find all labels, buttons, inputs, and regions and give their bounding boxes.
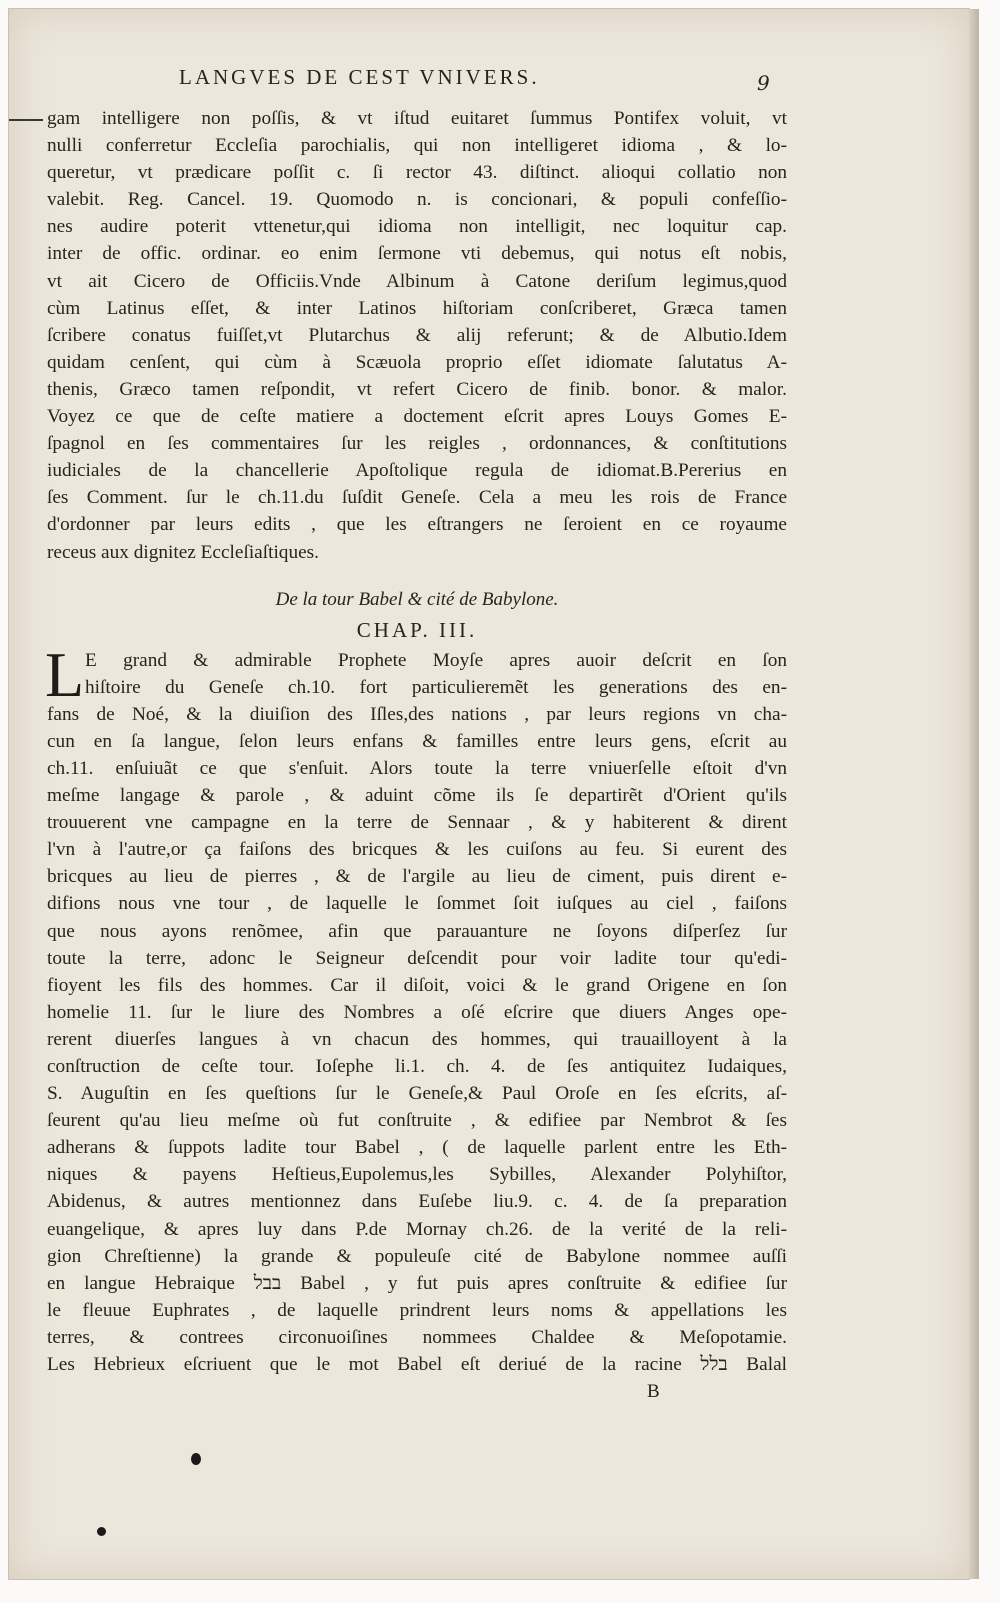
drop-cap: L	[45, 638, 85, 710]
chapter-title: De la tour Babel & cité de Babylone.	[275, 588, 559, 610]
paragraph-1	[47, 105, 787, 566]
text-line: thenis, Græco tamen reſpondit, vt refert Cicero de finib. bonor. & malor.	[47, 378, 787, 400]
ink-spot	[191, 1453, 201, 1465]
page-edge	[969, 9, 979, 1579]
text-line: vt ait Cicero de Officiis.Vnde Albinum à Catone deriſum legimus,quod	[47, 270, 787, 292]
text-line: ſcribere conatus fuiſſet,vt Plutarchus & alij referunt; & de Albutio.Idem	[47, 324, 787, 346]
text-line: nulli conferretur Eccleſia parochialis, qui non intelligeret idioma , & lo-	[47, 135, 787, 157]
page-number: 9	[757, 71, 770, 95]
text-line: fioyent les fils des hommes. Car il diſoit, voici & le grand Origene en ſon	[47, 974, 787, 996]
text-line: rerent diuerſes langues à vn chacun des hommes, qui trauailloyent à la	[47, 1028, 787, 1050]
text-line: en langue Hebraique בבל Babel , y fut puis apres conſtruite & edifiee ſur	[47, 1272, 787, 1294]
text-line: gam intelligere non poſſis, & vt iſtud euitaret ſummus Pontifex voluit, vt	[47, 108, 787, 129]
text-line: ch.11. enſuiuãt ce que s'enſuit. Alors toute la terre vniuerſelle eſtoit d'vn	[47, 757, 787, 779]
text-line: adherans & ſuppots ladite tour Babel , ( de laquelle parlent entre les Eth-	[47, 1137, 787, 1159]
text-line: hiſtoire du Geneſe ch.10. fort particulieremẽt les generations des en-	[85, 676, 787, 698]
text-line: ſes Comment. ſur le ch.11.du ſuſdit Geneſe. Cela a meu les rois de France	[47, 487, 787, 509]
text-line: inter de offic. ordinar. eo enim ſermone vti debemus, qui notus eſt nobis,	[47, 243, 787, 265]
text-line: E grand & admirable Prophete Moyſe apres auoir deſcrit en ſon	[85, 649, 787, 671]
text-line: Voyez ce que de ceſte matiere a doctement eſcrit apres Louys Gomes E-	[47, 406, 787, 428]
text-line: quidam cenſent, qui cùm à Scæuola proprio eſſet idiomate ſalutatus A-	[47, 351, 787, 373]
text-line: euangelique, & apres luy dans P.de Mornay ch.26. de la verité de la reli-	[47, 1218, 787, 1240]
text-line: nes audire poterit vttenetur,qui idioma non intelligit, nec loquitur cap.	[47, 216, 787, 238]
chapter-number: CHAP. III.	[356, 617, 478, 642]
text-line: conſtruction de ceſte tour. Ioſephe li.1. ch. 4. de ſes antiquitez Iudaiques,	[47, 1056, 787, 1077]
text-line: iudiciales de la chancellerie Apoſtolique regula de idiomat.B.Pererius en	[47, 460, 787, 482]
text-line: S. Auguſtin en ſes queſtions ſur le Geneſe,& Paul Oroſe en ſes eſcrits, aſ-	[47, 1083, 787, 1105]
text-line: Abidenus, & autres mentionnez dans Euſebe liu.9. c. 4. de ſa preparation	[47, 1191, 787, 1213]
text-line: bricques au lieu de pierres , & de l'argile au lieu de ciment, puis dirent e-	[47, 866, 787, 888]
text-line: trouuerent vne campagne en la terre de Sennaar , & y habiterent & dirent	[47, 812, 787, 834]
paragraph-2	[45, 638, 787, 1379]
text-line: niques & payens Heſtieus,Eupolemus,les Sybilles, Alexander Polyhiſtor,	[47, 1164, 787, 1186]
signature-mark: B	[647, 1381, 660, 1402]
text-line: homelie 11. ſur le liure des Nombres a oſé eſcrire que diuers Anges ope-	[47, 1001, 787, 1023]
text-line: queretur, vt prædicare poſſit c. ſi rector 43. diſtinct. alioqui collatio non	[47, 162, 787, 184]
text-line: d'ordonner par leurs edits , que les eſtrangers ne ſeroient en ce royaume	[47, 514, 787, 536]
margin-rule	[9, 119, 43, 121]
text-line: toute la terre, adonc le Seigneur deſcendit pour voir ladite tour qu'edi-	[47, 947, 787, 969]
text-line: receus aux dignitez Eccleſiaſtiques.	[47, 541, 319, 563]
text-line: que nous ayons renõmee, afin que parauanture ne ſoyons diſperſez ſur	[47, 920, 787, 942]
running-head: LANGVES DE CEST VNIVERS.	[179, 65, 540, 89]
text-line: difions nous vne tour , de laquelle le ſommet ſoit iuſques au ciel , faiſons	[47, 893, 787, 915]
text-line: Les Hebrieux eſcriuent que le mot Babel eſt deriué de la racine בלל Balal	[47, 1354, 787, 1376]
text-line: ſeurent qu'au lieu meſme où fut conſtruite , & edifiee par Nembrot & ſes	[47, 1110, 787, 1132]
text-line: terres, & contrees circonuoiſines nommees Chaldee & Meſopotamie.	[47, 1326, 787, 1348]
text-line: gion Chreſtienne) la grande & populeuſe cité de Babylone nommee auſſi	[47, 1245, 787, 1267]
text-line: cun en ſa langue, ſelon leurs enfans & familles entre leurs gens, eſcrit au	[47, 730, 787, 752]
book-page	[8, 8, 970, 1580]
ink-spot	[97, 1527, 106, 1536]
text-block	[47, 105, 787, 1378]
text-line: ſpagnol en ſes commentaires ſur les reigles , ordonnances, & conſtitutions	[47, 433, 787, 455]
text-line: cùm Latinus eſſet, & inter Latinos hiſtoriam conſcriberet, Græca tamen	[47, 297, 787, 319]
text-line: meſme langage & parole , & aduint cõme ils ſe departirẽt d'Orient qu'ils	[47, 785, 787, 807]
text-line: l'vn à l'autre,or ça faiſons des bricques & les cuiſons au feu. Si eurent des	[47, 839, 787, 861]
text-line: valebit. Reg. Cancel. 19. Quomodo n. is concionari, & populi confeſſio-	[47, 189, 787, 211]
text-line: fans de Noé, & la diuiſion des Iſles,des nations , par leurs regions vn cha-	[47, 703, 787, 725]
text-line: le fleuue Euphrates , de laquelle prindrent leurs noms & appellations les	[47, 1299, 787, 1321]
